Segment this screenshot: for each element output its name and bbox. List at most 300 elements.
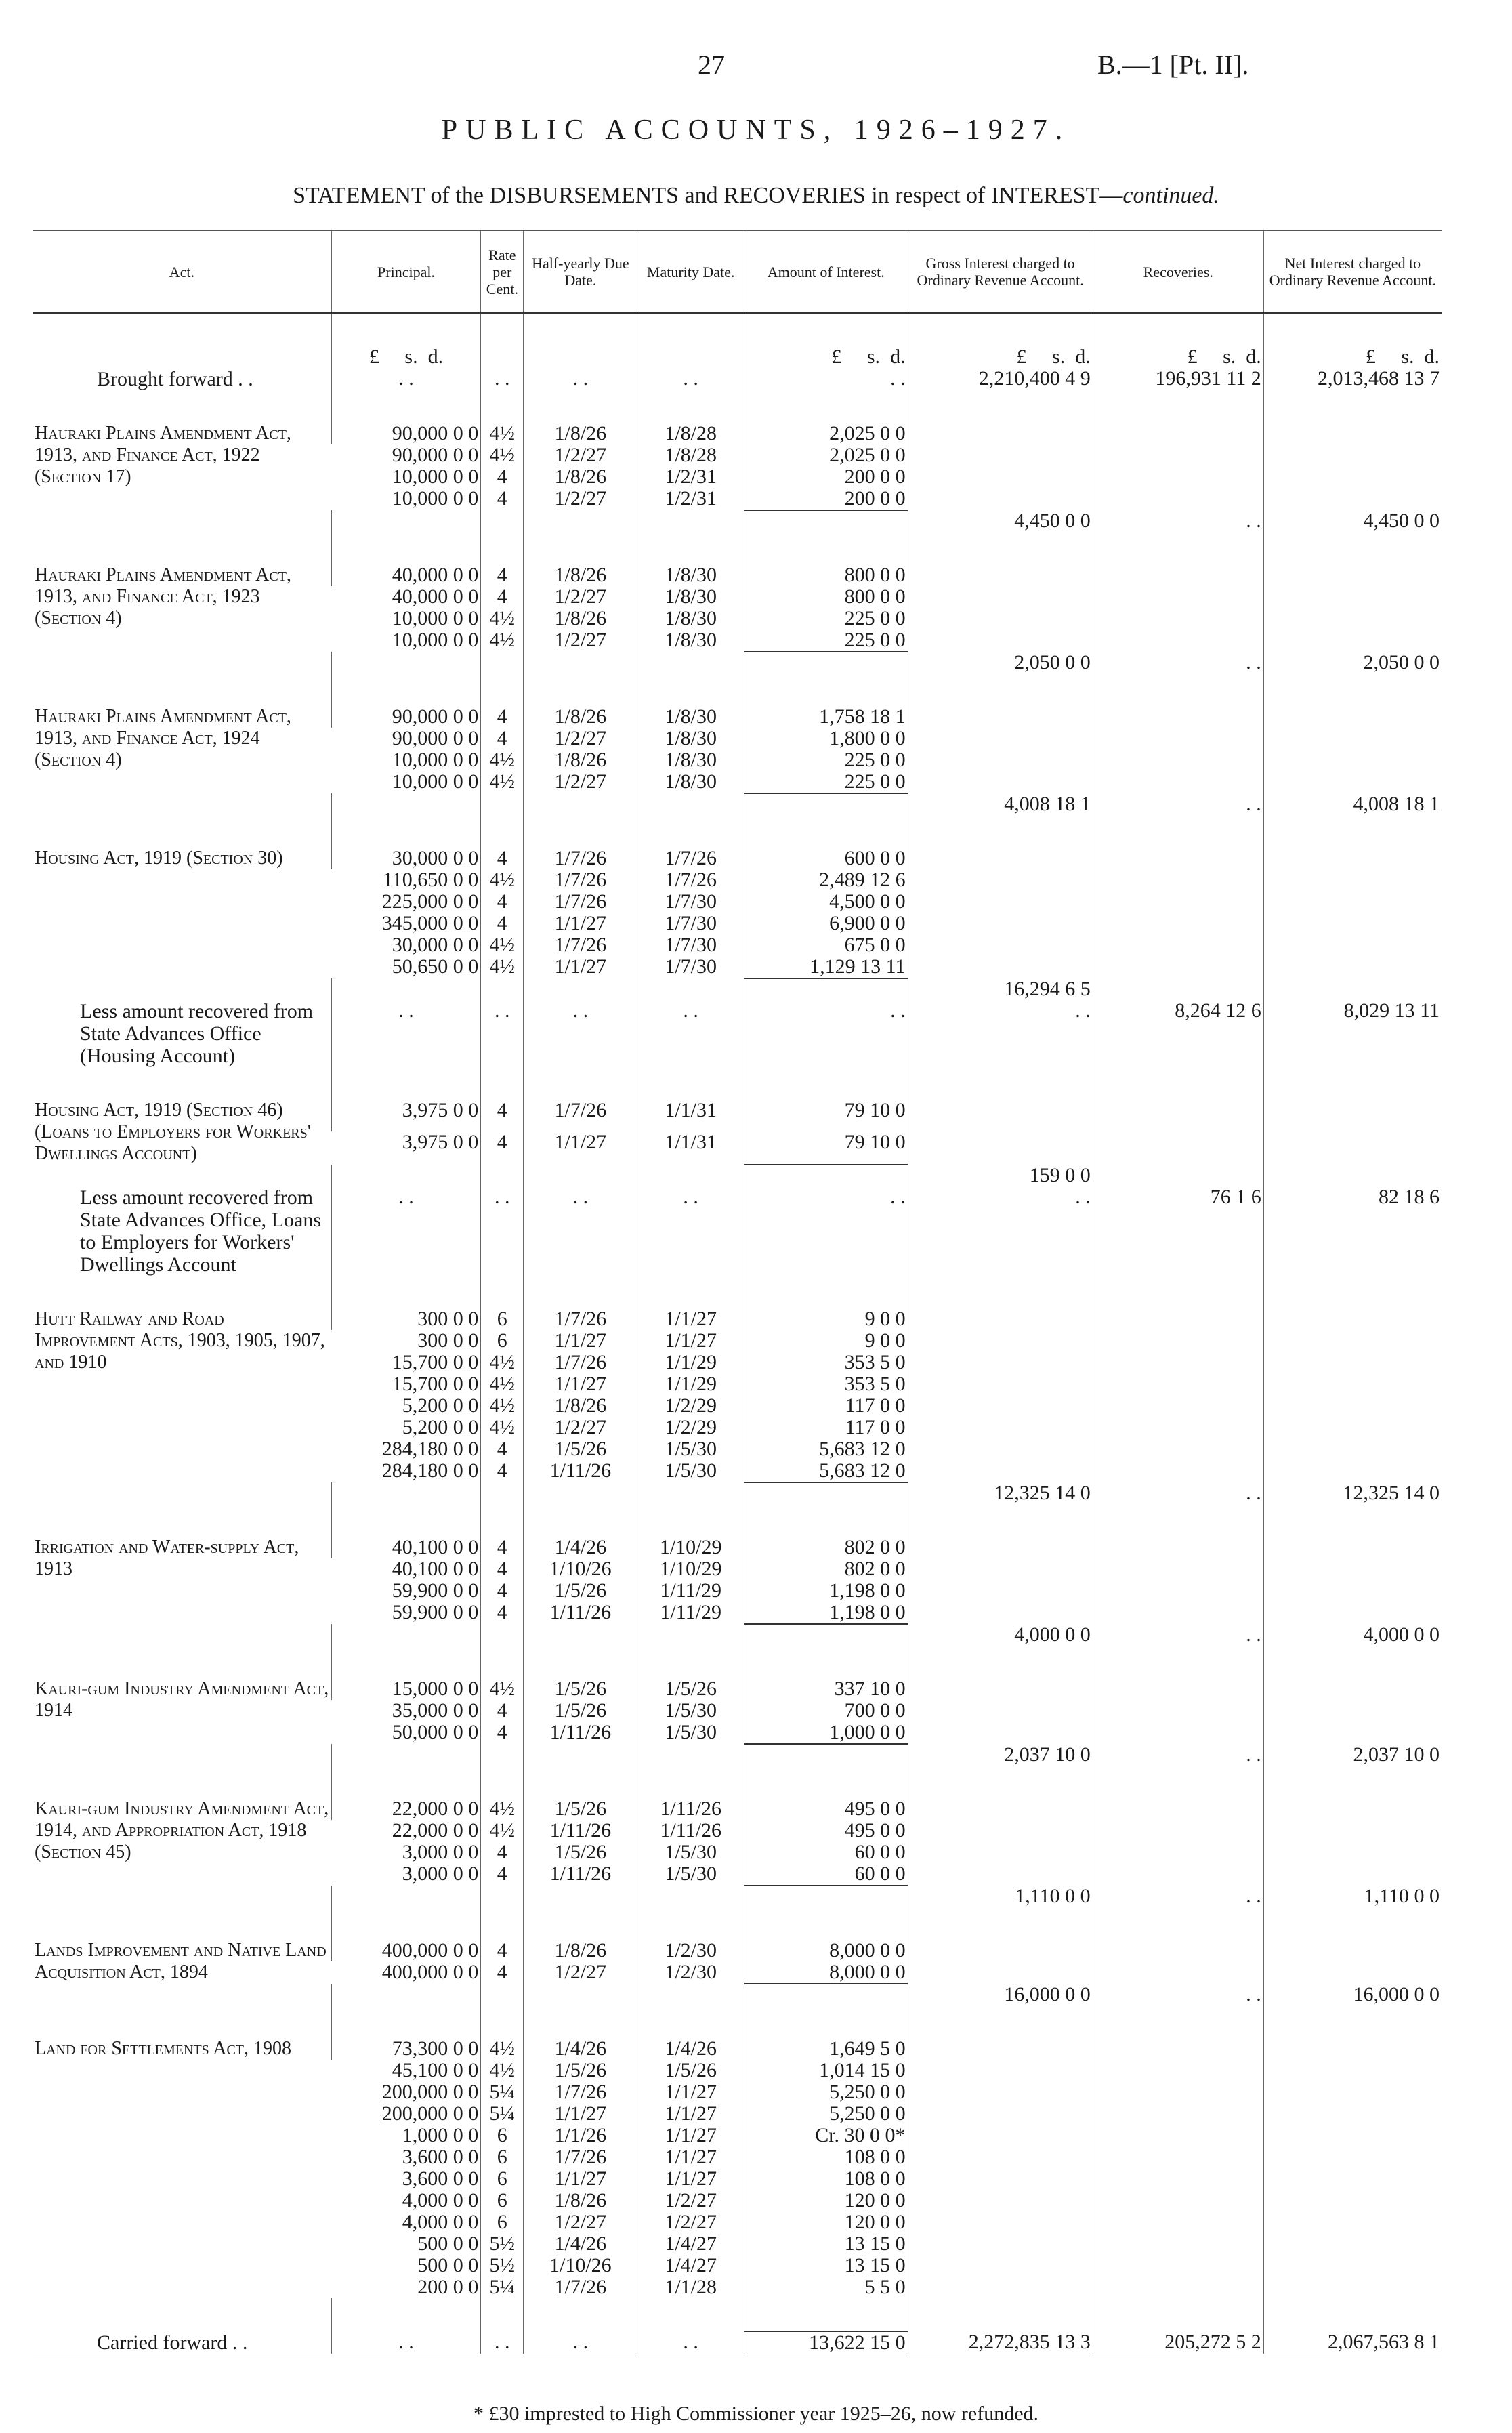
units-net: £ s. d.	[1263, 346, 1442, 368]
principal-cell: 110,650 0 0	[382, 869, 479, 891]
total-rate	[481, 510, 524, 532]
col-recoveries: Recoveries.	[1093, 231, 1263, 314]
total-rate	[481, 793, 524, 815]
gross-interest-total: 4,000 0 0	[908, 1624, 1093, 1646]
net-cell	[1263, 608, 1442, 629]
rate-cell: 4½	[481, 934, 524, 956]
total-due	[524, 1482, 637, 1504]
due-date-cell: 1/5/26	[524, 1798, 637, 1820]
principal-cell: 22,000 0 0	[331, 1798, 481, 1820]
total-principal	[331, 1165, 481, 1186]
gross-cell	[908, 771, 1093, 793]
total-maturity	[637, 1482, 744, 1504]
principal-cell: 40,000 0 0	[392, 585, 479, 608]
principal-cell: 10,000 0 0	[392, 607, 479, 629]
recoveries-cell	[1093, 1131, 1263, 1165]
net-interest-total: 82 18 6	[1263, 1186, 1442, 1276]
net-cell	[1263, 1722, 1442, 1744]
principal-cell: 15,000 0 0	[331, 1678, 481, 1700]
gross-cell	[908, 2081, 1093, 2103]
rate-cell: 5¼	[481, 2103, 524, 2125]
less-recovered-row	[33, 1186, 1442, 1276]
gross-cell	[908, 1798, 1093, 1820]
net-cell	[1263, 1798, 1442, 1820]
spacer-row	[33, 2298, 1442, 2331]
dots: . .	[908, 1000, 1093, 1067]
gross-cell	[908, 1131, 1093, 1165]
principal-cell: 10,000 0 0	[392, 629, 479, 651]
gross-interest-total: 1,110 0 0	[908, 1886, 1093, 1907]
net-cell	[1263, 2081, 1442, 2103]
total-amount-rule	[744, 978, 908, 1000]
total-due	[524, 1744, 637, 1766]
total-maturity	[637, 1886, 744, 1907]
gross-interest-total: 16,000 0 0	[908, 1984, 1093, 2005]
due-date-cell: 1/11/26	[524, 1820, 637, 1842]
interest-amount-cell: 600 0 0	[744, 848, 908, 869]
gross-cell	[908, 2255, 1093, 2276]
net-cell	[1263, 1100, 1442, 1131]
gross-cell	[908, 1308, 1093, 1330]
interest-amount-cell: 8,000 0 0	[744, 1961, 908, 1984]
net-cell	[1263, 2233, 1442, 2255]
gross-cell	[908, 2233, 1093, 2255]
act-name: Land for Settlements Act, 1908	[35, 2038, 292, 2059]
due-date-cell: 1/1/27	[524, 2103, 637, 2125]
interest-amount-cell: 5,250 0 0	[744, 2103, 908, 2125]
recoveries-cell	[1093, 2038, 1263, 2060]
statement-heading-text: STATEMENT of the DISBURSEMENTS and RECOVERIES in respect of INTEREST—	[293, 183, 1123, 208]
recoveries-total: . .	[1093, 1886, 1263, 1907]
dots: . .	[524, 1186, 637, 1276]
due-date-cell: 1/1/26	[524, 2125, 637, 2146]
act-name: Hutt Railway and Road Improvement Acts, 1903, 1905, 1907, and 1910	[35, 1308, 325, 1373]
recoveries-cell	[1093, 1100, 1263, 1131]
principal-cell: 3,600 0 0	[402, 2146, 479, 2168]
recoveries-cell	[1093, 2168, 1263, 2190]
dots: . .	[744, 1186, 908, 1276]
dots: . .	[744, 1000, 908, 1067]
net-interest-total: 2,050 0 0	[1263, 652, 1442, 673]
interest-amount-cell: 225 0 0	[744, 771, 908, 793]
total-due	[524, 978, 637, 1000]
net-cell	[1263, 1842, 1442, 1863]
interest-amount-cell: 2,489 12 6	[744, 869, 908, 891]
principal-cell: 5,200 0 0	[402, 1416, 479, 1438]
rate-cell: 5½	[481, 2255, 524, 2276]
recoveries-cell	[1093, 1863, 1263, 1886]
recoveries-total	[1093, 1165, 1263, 1186]
table-row	[33, 423, 1442, 444]
table-row	[33, 706, 1442, 728]
total-principal	[331, 1624, 481, 1646]
brought-forward-label: Brought forward . .	[97, 368, 253, 390]
rate-cell: 4½	[481, 1417, 524, 1438]
maturity-date-cell: 1/4/27	[637, 2233, 744, 2255]
due-date-cell: 1/2/27	[524, 444, 637, 466]
maturity-date-cell: 1/1/27	[637, 2146, 744, 2168]
maturity-date-cell: 1/7/30	[637, 891, 744, 913]
gross-cell	[908, 1863, 1093, 1886]
gross-cell	[908, 706, 1093, 728]
principal-cell: 50,000 0 0	[392, 1721, 479, 1743]
recoveries-cell	[1093, 608, 1263, 629]
net-cell	[1263, 2103, 1442, 2125]
recoveries-cell	[1093, 1940, 1263, 1961]
interest-amount-cell: Cr. 30 0 0*	[744, 2125, 908, 2146]
rate-cell: 4½	[481, 1352, 524, 1373]
due-date-cell: 1/5/26	[524, 1842, 637, 1863]
net-cell	[1263, 1537, 1442, 1558]
net-cell	[1263, 2255, 1442, 2276]
due-date-cell: 1/11/26	[524, 1722, 637, 1744]
maturity-date-cell: 1/5/30	[637, 1863, 744, 1886]
carried-forward-label: Carried forward . .	[33, 2331, 331, 2354]
rate-cell: 4½	[481, 608, 524, 629]
due-date-cell: 1/1/27	[524, 913, 637, 934]
net-cell	[1263, 1700, 1442, 1722]
page-number: 27	[698, 49, 725, 80]
act-name: Lands Improvement and Native Land Acquisition Act, 1894	[35, 1940, 327, 1982]
recoveries-cell	[1093, 2211, 1263, 2233]
principal-cell: 4,000 0 0	[402, 2211, 479, 2233]
group-total-row	[33, 1624, 1442, 1646]
spacer-row	[33, 1276, 1442, 1308]
interest-amount-cell: 802 0 0	[744, 1558, 908, 1580]
total-due	[524, 1984, 637, 2005]
total-amount-rule	[744, 1984, 908, 2005]
interest-amount-cell: 5,683 12 0	[744, 1438, 908, 1460]
recoveries-cell	[1093, 466, 1263, 488]
col-principal: Principal.	[331, 231, 481, 314]
table-row	[33, 1100, 1442, 1131]
total-due	[524, 1165, 637, 1186]
total-act	[33, 652, 331, 673]
interest-amount-cell: 117 0 0	[744, 1395, 908, 1417]
net-cell	[1263, 1330, 1442, 1352]
interest-amount-cell: 79 10 0	[744, 1131, 908, 1165]
dots: . .	[481, 1000, 524, 1067]
col-net: Net Interest charged to Ordinary Revenue Account.	[1263, 231, 1442, 314]
gross-cell	[908, 869, 1093, 891]
principal-cell: 59,900 0 0	[392, 1601, 479, 1623]
maturity-date-cell: 1/2/30	[637, 1961, 744, 1984]
net-cell	[1263, 444, 1442, 466]
total-act	[33, 1886, 331, 1907]
interest-amount-cell: 5,683 12 0	[744, 1460, 908, 1482]
due-date-cell: 1/7/26	[524, 891, 637, 913]
rate-cell: 4	[481, 1863, 524, 1886]
principal-cell: 284,180 0 0	[381, 1438, 479, 1460]
net-cell	[1263, 586, 1442, 608]
principal-cell: 300 0 0	[331, 1308, 481, 1330]
principal-cell: 10,000 0 0	[392, 749, 479, 771]
principal-cell: 3,975 0 0	[331, 1100, 481, 1131]
cf-recoveries: 205,272 5 2	[1093, 2331, 1263, 2354]
act-name: Irrigation and Water-supply Act, 1913	[35, 1537, 299, 1579]
spacer-row	[33, 815, 1442, 848]
recoveries-cell	[1093, 1961, 1263, 1984]
rate-cell: 6	[481, 2190, 524, 2211]
principal-cell: 10,000 0 0	[392, 770, 479, 793]
recoveries-cell	[1093, 1460, 1263, 1482]
units-principal: £ s. d.	[331, 346, 481, 368]
maturity-date-cell: 1/8/30	[637, 706, 744, 728]
principal-cell: 300 0 0	[417, 1329, 479, 1352]
principal-cell: 30,000 0 0	[392, 934, 479, 956]
due-date-cell: 1/2/27	[524, 1961, 637, 1984]
recoveries-total: . .	[1093, 1624, 1263, 1646]
gross-cell	[908, 1722, 1093, 1744]
document-reference: B.—1 [Pt. II].	[1097, 49, 1249, 80]
principal-cell: 10,000 0 0	[392, 465, 479, 488]
recoveries-cell	[1093, 869, 1263, 891]
principal-cell: 200,000 0 0	[381, 2102, 479, 2125]
less-recovered-row	[33, 1000, 1442, 1067]
net-cell	[1263, 2168, 1442, 2190]
principal-cell: 15,700 0 0	[392, 1351, 479, 1373]
rate-cell: 5½	[481, 2233, 524, 2255]
act-name: Housing Act, 1919 (Section 46) (Loans to Employers for Workers' Dwellings Account)	[35, 1100, 311, 1164]
net-cell	[1263, 749, 1442, 771]
table-header-row	[33, 231, 1442, 314]
maturity-date-cell: 1/11/29	[637, 1580, 744, 1602]
gross-cell	[908, 1537, 1093, 1558]
interest-amount-cell: 13 15 0	[744, 2255, 908, 2276]
cf-due: . .	[524, 2331, 637, 2354]
recoveries-cell	[1093, 2233, 1263, 2255]
page-title: PUBLIC ACCOUNTS, 1926–1927.	[441, 115, 1071, 146]
dots: . .	[331, 1186, 481, 1276]
gross-cell	[908, 1352, 1093, 1373]
net-cell	[1263, 564, 1442, 586]
rate-cell: 4	[481, 1842, 524, 1863]
net-interest-total: 16,000 0 0	[1263, 1984, 1442, 2005]
total-principal	[331, 1482, 481, 1504]
rate-cell: 4	[481, 1438, 524, 1460]
maturity-date-cell: 1/8/30	[637, 608, 744, 629]
total-rate	[481, 652, 524, 673]
net-cell	[1263, 2060, 1442, 2081]
recoveries-cell	[1093, 749, 1263, 771]
interest-amount-cell: 1,014 15 0	[744, 2060, 908, 2081]
dots: . .	[524, 1000, 637, 1067]
interest-amount-cell: 337 10 0	[744, 1678, 908, 1700]
due-date-cell: 1/1/27	[524, 1330, 637, 1352]
interest-amount-cell: 353 5 0	[744, 1352, 908, 1373]
recoveries-total: 8,264 12 6	[1093, 1000, 1263, 1067]
brought-forward-row	[33, 368, 1442, 390]
principal-cell: 284,180 0 0	[381, 1459, 479, 1482]
table-row	[33, 1678, 1442, 1700]
due-date-cell: 1/7/26	[524, 2081, 637, 2103]
due-date-cell: 1/11/26	[524, 1602, 637, 1624]
maturity-date-cell: 1/1/27	[637, 1330, 744, 1352]
total-maturity	[637, 1165, 744, 1186]
due-date-cell: 1/8/26	[524, 749, 637, 771]
col-rate: Rate per Cent.	[481, 231, 524, 314]
gross-cell	[908, 1558, 1093, 1580]
net-interest-total: 2,037 10 0	[1263, 1744, 1442, 1766]
maturity-date-cell: 1/5/26	[637, 1678, 744, 1700]
due-date-cell: 1/4/26	[524, 2038, 637, 2060]
recoveries-cell	[1093, 771, 1263, 793]
total-rate	[481, 1165, 524, 1186]
interest-amount-cell: 700 0 0	[744, 1700, 908, 1722]
recoveries-cell	[1093, 629, 1263, 652]
rate-cell: 4	[481, 1940, 524, 1961]
net-cell	[1263, 1460, 1442, 1482]
spacer-row	[33, 1646, 1442, 1678]
gross-cell	[908, 956, 1093, 978]
principal-cell: 90,000 0 0	[331, 706, 481, 728]
recoveries-cell	[1093, 1558, 1263, 1580]
rate-cell: 6	[481, 2146, 524, 2168]
recoveries-cell	[1093, 728, 1263, 749]
recoveries-cell	[1093, 1678, 1263, 1700]
bf-rate: . .	[481, 368, 524, 390]
less-recovered-label: Less amount recovered from State Advances Office (Housing Account)	[80, 1000, 314, 1067]
interest-amount-cell: 4,500 0 0	[744, 891, 908, 913]
gross-cell	[908, 1100, 1093, 1131]
gross-cell	[908, 2038, 1093, 2060]
net-cell	[1263, 869, 1442, 891]
principal-cell: 3,600 0 0	[402, 2167, 479, 2190]
col-due: Half-yearly Due Date.	[524, 231, 637, 314]
principal-cell: 500 0 0	[417, 2232, 479, 2255]
due-date-cell: 1/8/26	[524, 608, 637, 629]
spacer-row	[33, 390, 1442, 423]
group-total-row	[33, 978, 1442, 1000]
due-date-cell: 1/7/26	[524, 1308, 637, 1330]
rate-cell: 4½	[481, 1678, 524, 1700]
principal-cell: 73,300 0 0	[331, 2038, 481, 2060]
recoveries-cell	[1093, 1330, 1263, 1352]
group-total-row	[33, 1886, 1442, 1907]
col-maturity: Maturity Date.	[637, 231, 744, 314]
total-amount-rule	[744, 1886, 908, 1907]
total-amount-rule	[744, 510, 908, 532]
net-cell	[1263, 629, 1442, 652]
act-name: Kauri-gum Industry Amendment Act, 1914, and Appropriation Act, 1918 (Section 45)	[35, 1798, 329, 1863]
rate-cell: 4	[481, 1700, 524, 1722]
total-maturity	[637, 793, 744, 815]
principal-cell: 3,975 0 0	[402, 1131, 479, 1154]
recoveries-total: . .	[1093, 510, 1263, 532]
due-date-cell: 1/5/26	[524, 1438, 637, 1460]
recoveries-cell	[1093, 423, 1263, 444]
recoveries-total: . .	[1093, 652, 1263, 673]
rate-cell: 4	[481, 1558, 524, 1580]
interest-amount-cell: 225 0 0	[744, 608, 908, 629]
net-cell	[1263, 2211, 1442, 2233]
rate-cell: 4½	[481, 2060, 524, 2081]
total-principal	[331, 1744, 481, 1766]
maturity-date-cell: 1/8/30	[637, 749, 744, 771]
recoveries-cell	[1093, 2081, 1263, 2103]
net-cell	[1263, 1558, 1442, 1580]
rate-cell: 5¼	[481, 2276, 524, 2298]
gross-cell	[908, 586, 1093, 608]
cf-amount: 13,622 15 0	[744, 2331, 908, 2354]
maturity-date-cell: 1/5/30	[637, 1438, 744, 1460]
gross-cell	[908, 1330, 1093, 1352]
principal-cell: 400,000 0 0	[331, 1940, 481, 1961]
units-amount: £ s. d.	[744, 346, 908, 368]
interest-amount-cell: 108 0 0	[744, 2146, 908, 2168]
recoveries-cell	[1093, 444, 1263, 466]
total-maturity	[637, 1984, 744, 2005]
recoveries-total: . .	[1093, 1744, 1263, 1766]
due-date-cell: 1/8/26	[524, 1940, 637, 1961]
total-rate	[481, 1624, 524, 1646]
total-amount-rule	[744, 793, 908, 815]
gross-cell	[908, 2211, 1093, 2233]
principal-cell: 50,650 0 0	[392, 955, 479, 978]
recoveries-cell	[1093, 934, 1263, 956]
interest-amount-cell: 495 0 0	[744, 1820, 908, 1842]
total-act	[33, 978, 331, 1000]
rate-cell: 4	[481, 466, 524, 488]
group-total-row	[33, 1744, 1442, 1766]
principal-cell: 225,000 0 0	[381, 890, 479, 913]
maturity-date-cell: 1/2/27	[637, 2211, 744, 2233]
spacer-row	[33, 1766, 1442, 1798]
due-date-cell: 1/4/26	[524, 2233, 637, 2255]
net-cell	[1263, 1678, 1442, 1700]
interest-amount-cell: 1,129 13 11	[744, 956, 908, 978]
principal-cell: 40,000 0 0	[331, 564, 481, 586]
recoveries-cell	[1093, 2060, 1263, 2081]
group-total-row	[33, 1482, 1442, 1504]
net-interest-total: 8,029 13 11	[1263, 1000, 1442, 1067]
rate-cell: 4	[481, 586, 524, 608]
bf-net: 2,013,468 13 7	[1263, 368, 1442, 390]
gross-cell	[908, 2060, 1093, 2081]
recoveries-cell	[1093, 2276, 1263, 2298]
interest-table	[33, 230, 1442, 2354]
rate-cell: 4½	[481, 423, 524, 444]
interest-amount-cell: 1,758 18 1	[744, 706, 908, 728]
maturity-date-cell: 1/8/30	[637, 586, 744, 608]
gross-cell	[908, 2168, 1093, 2190]
col-act: Act.	[33, 231, 331, 314]
rate-cell: 4	[481, 728, 524, 749]
principal-cell: 200 0 0	[417, 2276, 479, 2298]
interest-amount-cell: 9 0 0	[744, 1330, 908, 1352]
table-row	[33, 564, 1442, 586]
total-principal	[331, 1886, 481, 1907]
principal-cell: 40,100 0 0	[331, 1537, 481, 1558]
interest-amount-cell: 225 0 0	[744, 749, 908, 771]
carried-forward-row	[33, 2331, 1442, 2354]
gross-interest-total: 2,037 10 0	[908, 1744, 1093, 1766]
act-name: Hauraki Plains Amendment Act, 1913, and Finance Act, 1923 (Section 4)	[35, 564, 291, 629]
due-date-cell: 1/8/26	[524, 706, 637, 728]
maturity-date-cell: 1/7/26	[637, 869, 744, 891]
due-date-cell: 1/5/26	[524, 1700, 637, 1722]
interest-amount-cell: 13 15 0	[744, 2233, 908, 2255]
bf-amount: . .	[744, 368, 908, 390]
maturity-date-cell: 1/5/30	[637, 1700, 744, 1722]
net-cell	[1263, 2125, 1442, 2146]
maturity-date-cell: 1/7/30	[637, 934, 744, 956]
total-amount-rule	[744, 1165, 908, 1186]
total-amount-rule	[744, 1624, 908, 1646]
recoveries-total: . .	[1093, 793, 1263, 815]
due-date-cell: 1/2/27	[524, 629, 637, 652]
table-row	[33, 2038, 1442, 2060]
